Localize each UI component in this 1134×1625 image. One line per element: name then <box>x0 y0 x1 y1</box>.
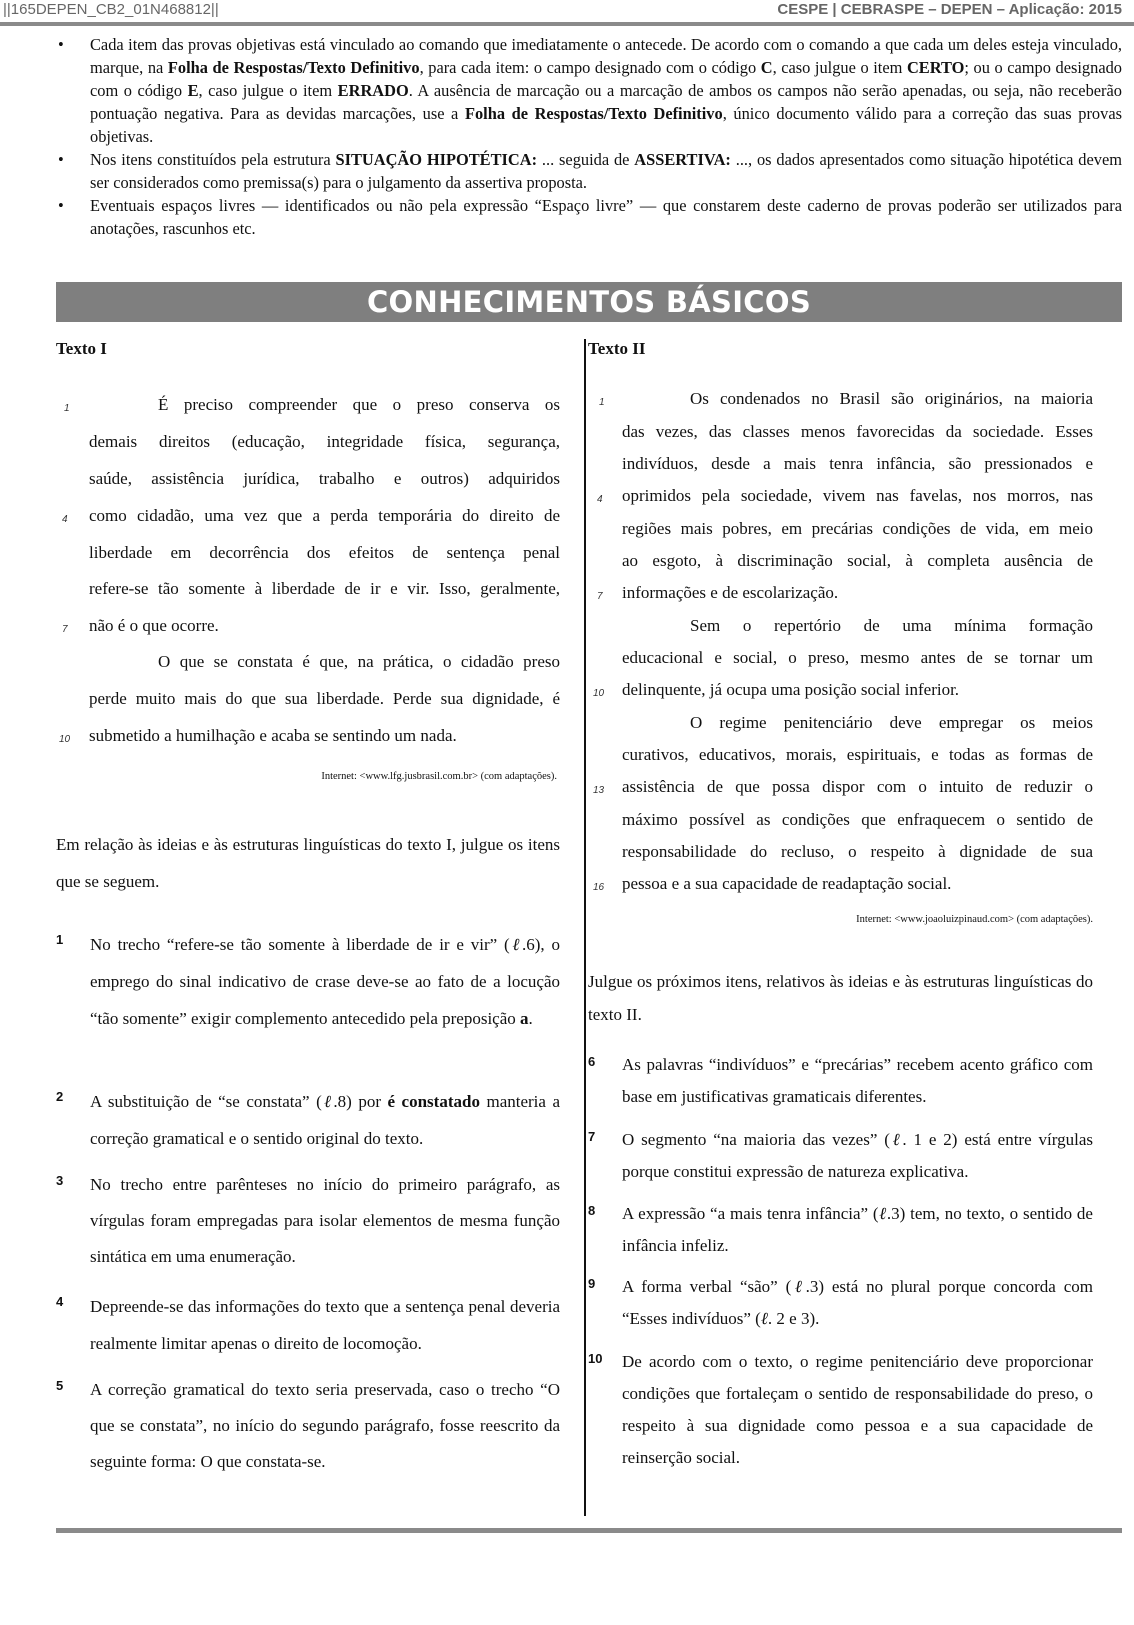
texto2-line: Sem o repertório de uma mínima formação <box>690 616 1093 635</box>
texto2-line: delinquente, já ocupa uma posição social inferior. <box>622 680 960 699</box>
texto2-line: O regime penitenciário deve empregar os meios <box>690 713 1093 732</box>
item-number: 9 <box>588 1276 596 1291</box>
texto1-line: refere-se tão somente à liberdade de ir e vir. Isso, geralmente, <box>89 579 560 598</box>
instruction-item-1: • Cada item das provas objetivas está vinculado ao comando que imediatamente o antecede. De acordo com o comando a que cada um deles esteja vinculado, marque, na Folha de Respostas/Texto Definitivo, para cada item: o campo designado com o código C, caso julgue o item CERTO; ou o campo designado com o código E, caso julgue o item ERRADO. A ausência de marcação ou a marcação de ambos os campos não serão apenadas, ou seja, não receberão pontuação negativa. Para as devidas marcações, use a Folha de Respostas/Texto Definitivo, único documento válido para a correção das suas provas objetivas. <box>56 33 1122 148</box>
question-item <box>56 1083 560 1157</box>
item-text: De acordo com o texto, o regime penitenciário deve proporcionar condições que fortaleçam o sentido de responsabilidade do preso, o respeito à sua dignidade como pessoa e a sua capacidade de reinserção social. <box>622 1352 1093 1467</box>
line-number: 13 <box>593 785 605 796</box>
line-number: 4 <box>62 514 68 525</box>
texto2-line: pessoa e a sua capacidade de readaptação social. <box>622 874 952 893</box>
line-number: 10 <box>593 688 605 699</box>
question-item <box>588 1049 1093 1113</box>
texto2-source: Internet: <www.joaoluizpinaud.com> (com adaptações). <box>856 914 1093 925</box>
footer-rule <box>56 1528 1122 1533</box>
texto2-line: informações e de escolarização. <box>622 583 839 602</box>
texto1-line: saúde, assistência jurídica, trabalho e outros) adquiridos <box>89 469 560 488</box>
instruction-item-3: • Eventuais espaços livres — identificados ou não pela expressão “Espaço livre” — que constarem deste caderno de provas poderão ser utilizados para anotações, rascunhos etc. <box>56 194 1122 240</box>
item-number: 4 <box>56 1294 64 1309</box>
texto1-line: O que se constata é que, na prática, o cidadão preso <box>158 652 560 671</box>
line-number: 16 <box>593 882 605 893</box>
item-text: No trecho “refere-se tão somente à liberdade de ir e vir” (ℓ.6), o emprego do sinal indicativo de crase deve-se ao fato de a locução “tão somente” exigir complemento antecedido pela preposição a. <box>90 935 560 1028</box>
item-number: 6 <box>588 1054 596 1069</box>
texto1-prompt: Em relação às ideias e às estruturas linguísticas do texto I, julgue os itens que se seguem. <box>56 835 560 891</box>
section-title: CONHECIMENTOS BÁSICOS <box>56 282 1122 322</box>
texto2-line: regiões mais pobres, em precárias condições de vida, em meio <box>622 519 1093 538</box>
item-number: 2 <box>56 1089 64 1104</box>
line-number: 4 <box>597 494 603 505</box>
item-text: As palavras “indivíduos” e “precárias” recebem acento gráfico com base em justificativas gramaticais diferentes. <box>622 1055 1093 1106</box>
line-number: 1 <box>599 397 605 408</box>
page-header <box>0 0 1134 22</box>
question-item <box>588 1271 1093 1335</box>
texto2-line: das vezes, das classes menos favorecidas da sociedade. Esses <box>622 422 1093 441</box>
item-number: 3 <box>56 1173 64 1188</box>
question-item <box>56 1372 560 1480</box>
column-divider <box>584 339 586 1516</box>
line-number: 7 <box>597 591 603 602</box>
item-number: 8 <box>588 1203 596 1218</box>
question-item <box>56 926 560 1037</box>
question-item <box>588 1346 1093 1474</box>
item-text: O segmento “na maioria das vezes” (ℓ. 1 e 2) está entre vírgulas porque constitui expressão de natureza explicativa. <box>622 1130 1093 1181</box>
question-item <box>56 1167 560 1275</box>
texto2-line: máximo possível as condições que enfraquecem o sentido de <box>622 810 1093 829</box>
texto2-line: curativos, educativos, morais, espirituais, e todas as formas de <box>622 745 1093 764</box>
texto2-line: Os condenados no Brasil são originários, na maioria <box>690 389 1093 408</box>
item-number: 10 <box>588 1351 603 1366</box>
booklet-code: ||165DEPEN_CB2_01N468812|| <box>3 1 219 18</box>
item-number: 1 <box>56 932 64 947</box>
instruction-item-2: • Nos itens constituídos pela estrutura SITUAÇÃO HIPOTÉTICA: ... seguida de ASSERTIVA: ..., os dados apresentados como situação hipotética devem ser considerados como premissa(s) para o julgamento da assertiva proposta. <box>56 148 1122 194</box>
item-number: 7 <box>588 1129 596 1144</box>
item-text: No trecho entre parênteses no início do primeiro parágrafo, as vírgulas foram empregadas para isolar elementos de mesma função sintática em uma enumeração. <box>90 1175 560 1266</box>
texto1-title: Texto I <box>56 339 107 358</box>
texto1-line: demais direitos (educação, integridade física, segurança, <box>89 432 560 451</box>
texto1-line: como cidadão, uma vez que a perda temporária do direito de <box>89 506 560 525</box>
header-rule <box>0 22 1134 26</box>
item-number: 5 <box>56 1378 64 1393</box>
texto1-line: perde muito mais do que sua liberdade. Perde sua dignidade, é <box>89 689 560 708</box>
item-text: Depreende-se das informações do texto que a sentença penal deveria realmente limitar apenas o direito de locomoção. <box>90 1297 560 1353</box>
item-text: A correção gramatical do texto seria preservada, caso o trecho “O que se constata”, no início do segundo parágrafo, fosse reescrito da seguinte forma: O que constata-se. <box>90 1380 560 1471</box>
texto2-line: oprimidos pela sociedade, vivem nas favelas, nos morros, nas <box>622 486 1093 505</box>
line-number: 1 <box>64 403 70 414</box>
line-number: 7 <box>62 624 68 635</box>
question-item <box>588 1124 1093 1188</box>
texto1-line: submetido a humilhação e acaba se sentindo um nada. <box>89 726 457 745</box>
question-item <box>588 1198 1093 1262</box>
texto2-prompt: Julgue os próximos itens, relativos às ideias e às estruturas linguísticas do texto II. <box>588 972 1093 1024</box>
texto1-line: liberdade em decorrência dos efeitos de sentença penal <box>89 543 560 562</box>
texto1-line: É preciso compreender que o preso conserva os <box>158 395 560 414</box>
exam-organization: CESPE | CEBRASPE – DEPEN – Aplicação: 2015 <box>777 1 1122 18</box>
texto1-source: Internet: <www.lfg.jusbrasil.com.br> (com adaptações). <box>321 771 557 782</box>
texto2-line: educacional e social, o preso, mesmo antes de se tornar um <box>622 648 1093 667</box>
instructions-list <box>56 33 1122 240</box>
item-text: A substituição de “se constata” (ℓ.8) por é constatado manteria a correção gramatical e o sentido original do texto. <box>90 1092 560 1148</box>
texto2-line: assistência de que possa dispor com o intuito de reduzir o <box>622 777 1093 796</box>
texto2-line: ao esgoto, à discriminação social, à completa ausência de <box>622 551 1093 570</box>
question-item <box>56 1288 560 1362</box>
line-number: 10 <box>59 734 71 745</box>
item-text: A expressão “a mais tenra infância” (ℓ.3) tem, no texto, o sentido de infância infeliz. <box>622 1204 1093 1255</box>
item-text: A forma verbal “são” (ℓ.3) está no plural porque concorda com “Esses indivíduos” (ℓ. 2 e 3). <box>622 1277 1093 1328</box>
texto2-title: Texto II <box>588 339 646 358</box>
texto2-line: indivíduos, desde a mais tenra infância, são pressionados e <box>622 454 1093 473</box>
texto2-line: responsabilidade do recluso, o respeito à dignidade de sua <box>622 842 1093 861</box>
texto1-line: não é o que ocorre. <box>89 616 219 635</box>
